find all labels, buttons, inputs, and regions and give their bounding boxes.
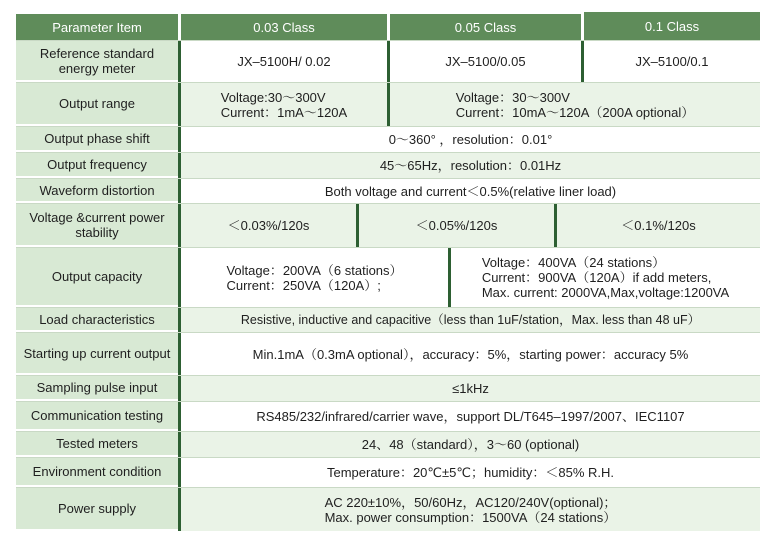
row-label: Output capacity	[16, 248, 178, 307]
phase-shift-value: 0～360° ，resolution：0.01°	[178, 127, 760, 152]
table-header	[16, 14, 760, 40]
reference-003: JX–5100H/ 0.02	[178, 41, 387, 82]
reference-005: JX–5100/0.05	[387, 41, 581, 82]
tested-value: 24、48（standard），3～60 (optional)	[178, 432, 760, 457]
waveform-value: Both voltage and current＜0.5%(relative liner load)	[178, 179, 760, 203]
capacity-b-current: Current：900VA（120A）if add meters,	[481, 270, 712, 285]
stability-01: ＜0.1%/120s	[554, 204, 760, 247]
sampling-value: ≤1kHz	[178, 376, 760, 401]
row-output-range	[16, 82, 760, 126]
capacity-b-max: Max. current: 2000VA,Max,voltage:1200VA	[481, 285, 730, 300]
row-output-capacity	[16, 247, 760, 307]
power-value	[178, 488, 760, 531]
row-label: Sampling pulse input	[16, 376, 178, 401]
row-label: Waveform distortion	[16, 179, 178, 203]
row-load-characteristics	[16, 307, 760, 332]
row-communication	[16, 401, 760, 431]
load-value: Resistive, inductive and capacitive（less than 1uF/station，Max. less than 48 uF）	[178, 308, 760, 332]
capacity-b-voltage: Voltage：400VA（24 stations）	[481, 255, 666, 270]
capacity-a-current: Current：250VA（120A）;	[226, 277, 381, 293]
capacity-a	[178, 248, 448, 307]
output-range-005-01	[387, 83, 760, 126]
row-sampling-pulse	[16, 375, 760, 401]
row-label: Output phase shift	[16, 127, 178, 152]
output-range-003	[178, 83, 387, 126]
row-label: Starting up current output	[16, 333, 178, 375]
row-label: Output frequency	[16, 153, 178, 178]
stability-005: ＜0.05%/120s	[356, 204, 554, 247]
row-label: Reference standard energy meter	[16, 41, 178, 82]
communication-value: RS485/232/infrared/carrier wave，support DL/T645–1997/2007、IEC1107	[178, 402, 760, 431]
reference-01: JX–5100/0.1	[581, 41, 760, 82]
capacity-b	[448, 248, 760, 307]
output-range-003-voltage: Voltage:30～300V	[220, 89, 326, 105]
row-power-stability	[16, 203, 760, 247]
row-label: Tested meters	[16, 432, 178, 457]
output-range-003-current: Current：1mA～120A	[220, 104, 348, 120]
row-output-frequency	[16, 152, 760, 178]
startup-value: Min.1mA（0.3mA optional），accuracy：5%，starting power：accuracy 5%	[178, 333, 760, 375]
environment-value: Temperature：20℃±5℃；humidity：＜85% R.H.	[178, 458, 760, 487]
output-range-005-current: Current：10mA～120A（200A optional）	[455, 104, 695, 120]
row-reference-meter	[16, 40, 760, 82]
row-startup-current	[16, 332, 760, 375]
row-power-supply	[16, 487, 760, 531]
row-label: Voltage &current power stability	[16, 204, 178, 247]
row-label: Power supply	[16, 488, 178, 531]
row-label: Output range	[16, 83, 178, 126]
output-range-005-voltage: Voltage：30～300V	[455, 89, 570, 105]
row-waveform-distortion	[16, 178, 760, 203]
row-environment	[16, 457, 760, 487]
stability-003: ＜0.03%/120s	[178, 204, 356, 247]
frequency-value: 45～65Hz，resolution：0.01Hz	[178, 153, 760, 178]
header-class-01: 0.1 Class	[581, 12, 760, 40]
header-class-003: 0.03 Class	[178, 14, 387, 40]
row-tested-meters	[16, 431, 760, 457]
header-class-005: 0.05 Class	[387, 14, 581, 40]
spec-table	[16, 14, 760, 531]
row-label: Communication testing	[16, 402, 178, 431]
capacity-a-voltage: Voltage：200VA（6 stations）	[226, 262, 403, 278]
row-label: Environment condition	[16, 458, 178, 487]
row-phase-shift	[16, 126, 760, 152]
header-parameter-item: Parameter Item	[16, 14, 178, 40]
row-label: Load characteristics	[16, 308, 178, 332]
power-line-2: Max. power consumption：1500VA（24 stations）	[324, 509, 617, 525]
power-line-1: AC 220±10%，50/60Hz，AC120/240V(optional)；	[324, 494, 617, 510]
